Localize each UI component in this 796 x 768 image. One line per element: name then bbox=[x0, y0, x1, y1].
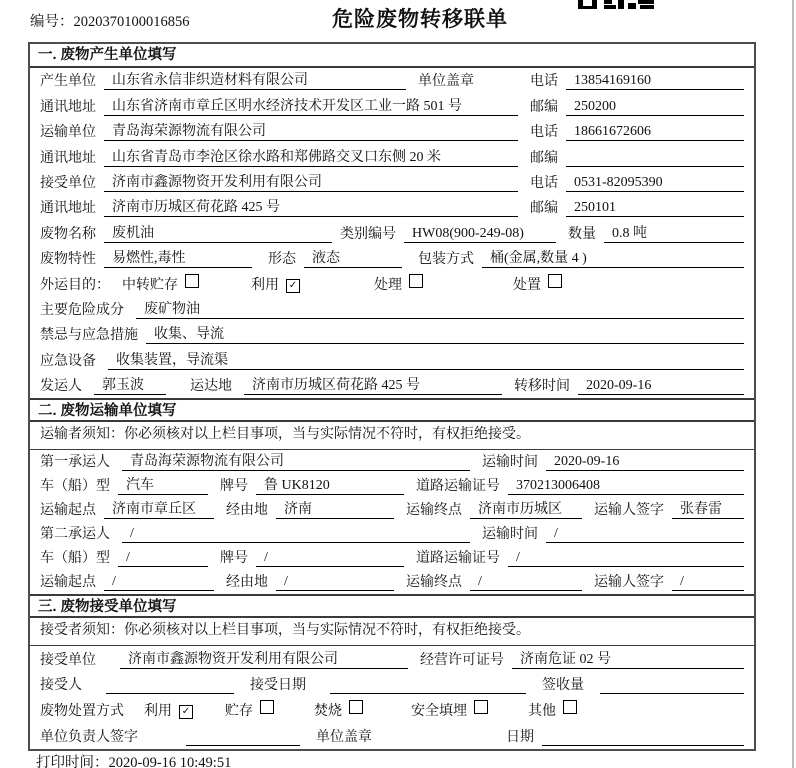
shipper-field: 郭玉波 bbox=[94, 377, 166, 395]
taboo-field: 收集、导流 bbox=[146, 326, 744, 344]
vehicle2-label: 车（船）型 bbox=[40, 551, 110, 567]
origin1-field: 济南市章丘区 bbox=[104, 501, 214, 519]
accept-unit-label: 接受单位 bbox=[40, 652, 96, 668]
page-title: 危险废物转移联单 bbox=[332, 8, 508, 31]
end1-field: 济南市历城区 bbox=[470, 501, 582, 519]
use-checkbox: ✓ bbox=[286, 279, 300, 293]
page-edge-line bbox=[792, 0, 794, 768]
responsible-sign-field bbox=[186, 728, 300, 746]
phone1-label: 电话 bbox=[530, 74, 558, 90]
packaging-label: 包装方式 bbox=[418, 252, 474, 268]
plate1-label: 牌号 bbox=[220, 479, 248, 495]
transporter-notice: 运输者须知：你必须核对以上栏目事项，当与实际情况不符时，有权拒绝接受。 bbox=[30, 422, 754, 450]
address3-label: 通讯地址 bbox=[40, 201, 96, 217]
phone1-field: 13854169160 bbox=[566, 72, 744, 90]
via2-label: 经由地 bbox=[226, 575, 268, 591]
accept-unit-row bbox=[30, 646, 754, 672]
taboo-label: 禁忌与应急措施 bbox=[40, 328, 138, 344]
address2-label: 通讯地址 bbox=[40, 150, 96, 166]
accept-date-label: 接受日期 bbox=[250, 678, 306, 694]
plate1-field: 鲁 UK8120 bbox=[256, 477, 404, 495]
end2-label: 运输终点 bbox=[406, 575, 462, 591]
carrier2-label: 第二承运人 bbox=[40, 527, 110, 543]
destination-field: 济南市历城区荷花路 425 号 bbox=[244, 377, 502, 395]
phone2-label: 电话 bbox=[530, 125, 558, 141]
disposal-option-other: 其他 bbox=[528, 700, 577, 720]
received-qty-label: 签收量 bbox=[542, 678, 584, 694]
equipment-label: 应急设备 bbox=[40, 353, 96, 369]
date-label: 日期 bbox=[506, 729, 534, 745]
address3-field: 济南市历城区荷花路 425 号 bbox=[104, 199, 518, 217]
serial-label: 编号： bbox=[30, 14, 74, 30]
section1-heading: 一. 废物产生单位填写 bbox=[30, 44, 754, 68]
carrier2-field: / bbox=[122, 525, 470, 543]
time1-field: 2020-09-16 bbox=[546, 453, 744, 471]
plate2-label: 牌号 bbox=[220, 551, 248, 567]
waste-name-label: 废物名称 bbox=[40, 226, 96, 242]
sign1-field: 张春雷 bbox=[672, 501, 744, 519]
section2-heading: 二. 废物运输单位填写 bbox=[30, 398, 754, 422]
time2-label: 运输时间 bbox=[482, 527, 538, 543]
form-label: 形态 bbox=[268, 252, 296, 268]
serial-value: 2020370100016856 bbox=[73, 14, 190, 30]
quantity-field: 0.8 吨 bbox=[604, 225, 744, 243]
disposal-option-landfill: 安全填埋 bbox=[411, 700, 488, 720]
license2-label: 道路运输证号 bbox=[416, 551, 500, 567]
receiver-address-row bbox=[30, 195, 754, 220]
origin2-field: / bbox=[104, 573, 214, 591]
vehicle1-label: 车（船）型 bbox=[40, 479, 110, 495]
transfer-time-label: 转移时间 bbox=[514, 379, 570, 395]
section3-heading: 三. 废物接受单位填写 bbox=[30, 594, 754, 618]
zip3-label: 邮编 bbox=[530, 201, 558, 217]
print-time-value: 2020-09-16 10:49:51 bbox=[108, 755, 232, 768]
category-field: HW08(900-249-08) bbox=[404, 225, 556, 243]
qr-code-icon bbox=[578, 0, 654, 9]
transfer-time-field: 2020-09-16 bbox=[578, 377, 744, 395]
waste-name-row bbox=[30, 220, 754, 245]
phone2-field: 18661672606 bbox=[566, 123, 744, 141]
received-qty-field bbox=[600, 676, 744, 694]
transfer-storage-checkbox bbox=[185, 274, 199, 288]
disposal-option-incineration: 焚烧 bbox=[314, 700, 363, 720]
treatment-checkbox bbox=[409, 274, 423, 288]
responsible-sign-row bbox=[30, 723, 754, 749]
route2-row bbox=[30, 570, 754, 594]
via1-label: 经由地 bbox=[226, 503, 268, 519]
shipper-label: 发运人 bbox=[40, 379, 82, 395]
hazard-field: 废矿物油 bbox=[136, 301, 744, 319]
print-time bbox=[36, 751, 231, 768]
purpose-label: 外运目的： bbox=[40, 277, 110, 293]
vehicle1-row bbox=[30, 474, 754, 498]
address1-field: 山东省济南市章丘区明水经济技术开发区工业一路 501 号 bbox=[104, 98, 518, 116]
transporter-label: 运输单位 bbox=[40, 125, 96, 141]
permit-field: 济南危证 02 号 bbox=[512, 651, 744, 669]
carrier1-field: 青岛海荣源物流有限公司 bbox=[122, 453, 470, 471]
receiver-field: 济南市鑫源物资开发利用有限公司 bbox=[104, 174, 518, 192]
license1-field: 370213006408 bbox=[508, 477, 744, 495]
accept-unit-field: 济南市鑫源物资开发利用有限公司 bbox=[120, 651, 408, 669]
origin1-label: 运输起点 bbox=[40, 503, 96, 519]
property-label: 废物特性 bbox=[40, 252, 96, 268]
transporter-field: 青岛海荣源物流有限公司 bbox=[104, 123, 518, 141]
vehicle1-field: 汽车 bbox=[118, 477, 208, 495]
via2-field: / bbox=[276, 573, 394, 591]
seal-label: 单位盖章 bbox=[418, 74, 474, 90]
acceptor-field bbox=[106, 676, 234, 694]
zip2-label: 邮编 bbox=[530, 150, 558, 166]
acceptor-row bbox=[30, 672, 754, 698]
accept-date-field bbox=[330, 676, 526, 694]
waste-name-field: 废机油 bbox=[104, 225, 332, 243]
incineration-checkbox bbox=[349, 700, 363, 714]
waste-property-row bbox=[30, 246, 754, 271]
shipper-row bbox=[30, 373, 754, 398]
purpose-option-use: 利用 ✓ bbox=[251, 274, 300, 294]
phone3-field: 0531-82095390 bbox=[566, 174, 744, 192]
transporter-address-row bbox=[30, 144, 754, 169]
purpose-option-transfer-storage: 中转贮存 bbox=[122, 274, 199, 294]
equipment-row bbox=[30, 347, 754, 372]
route1-row bbox=[30, 498, 754, 522]
serial-number bbox=[30, 10, 190, 31]
packaging-field: 桶(金属,数量 4 ) bbox=[482, 250, 744, 268]
purpose-option-treatment: 处理 bbox=[374, 274, 423, 294]
zip1-field: 250200 bbox=[566, 98, 744, 116]
storage-checkbox bbox=[260, 700, 274, 714]
category-label: 类别编号 bbox=[340, 226, 396, 242]
producer-label: 产生单位 bbox=[40, 74, 96, 90]
permit-label: 经营许可证号 bbox=[420, 652, 504, 668]
license2-field: / bbox=[508, 549, 744, 567]
time2-field: / bbox=[546, 525, 744, 543]
property-field: 易燃性,毒性 bbox=[104, 250, 252, 268]
sign2-field: / bbox=[672, 573, 744, 591]
date-field bbox=[542, 728, 744, 746]
receiver-label: 接受单位 bbox=[40, 175, 96, 191]
end2-field: / bbox=[470, 573, 582, 591]
end1-label: 运输终点 bbox=[406, 503, 462, 519]
carrier2-row bbox=[30, 522, 754, 546]
sign2-label: 运输人签字 bbox=[594, 575, 664, 591]
disposal-option-storage: 贮存 bbox=[225, 700, 274, 720]
purpose-option-disposal: 处置 bbox=[513, 274, 562, 294]
vehicle2-field: / bbox=[118, 549, 208, 567]
destination-label: 运达地 bbox=[190, 379, 232, 395]
zip2-field bbox=[566, 149, 744, 167]
other-checkbox bbox=[563, 700, 577, 714]
producer-row bbox=[30, 68, 754, 93]
form-field: 液态 bbox=[304, 250, 402, 268]
producer-field: 山东省永信非织造材料有限公司 bbox=[104, 72, 406, 90]
print-time-label: 打印时间： bbox=[36, 755, 109, 768]
landfill-checkbox bbox=[474, 700, 488, 714]
equipment-field: 收集装置，导流渠 bbox=[108, 352, 744, 370]
responsible-sign-label: 单位负责人签字 bbox=[40, 729, 138, 745]
disposal-method-label: 废物处置方式 bbox=[40, 704, 124, 720]
sign1-label: 运输人签字 bbox=[594, 503, 664, 519]
seal2-label: 单位盖章 bbox=[316, 729, 372, 745]
manifest-table bbox=[28, 42, 756, 751]
carrier1-label: 第一承运人 bbox=[40, 455, 110, 471]
plate2-field: / bbox=[256, 549, 404, 567]
transporter-row bbox=[30, 119, 754, 144]
hazard-label: 主要危险成分 bbox=[40, 302, 124, 318]
origin2-label: 运输起点 bbox=[40, 575, 96, 591]
disposal-method-row bbox=[30, 697, 754, 723]
taboo-row bbox=[30, 322, 754, 347]
carrier1-row bbox=[30, 450, 754, 474]
receiver-notice: 接受者须知：你必须核对以上栏目事项，当与实际情况不符时，有权拒绝接受。 bbox=[30, 618, 754, 646]
disposal-option-use: 利用 ✓ bbox=[144, 700, 193, 720]
via1-field: 济南 bbox=[276, 501, 394, 519]
disposal-checkbox bbox=[548, 274, 562, 288]
license1-label: 道路运输证号 bbox=[416, 479, 500, 495]
quantity-label: 数量 bbox=[568, 226, 596, 242]
zip1-label: 邮编 bbox=[530, 99, 558, 115]
producer-address-row bbox=[30, 93, 754, 118]
use2-checkbox: ✓ bbox=[179, 705, 193, 719]
zip3-field: 250101 bbox=[566, 199, 744, 217]
purpose-row bbox=[30, 271, 754, 296]
phone3-label: 电话 bbox=[530, 175, 558, 191]
vehicle2-row bbox=[30, 546, 754, 570]
address1-label: 通讯地址 bbox=[40, 99, 96, 115]
time1-label: 运输时间 bbox=[482, 455, 538, 471]
receiver-row bbox=[30, 170, 754, 195]
address2-field: 山东省青岛市李沧区徐水路和郑佛路交叉口东侧 20 米 bbox=[104, 149, 518, 167]
hazard-row bbox=[30, 297, 754, 322]
acceptor-label: 接受人 bbox=[40, 678, 82, 694]
